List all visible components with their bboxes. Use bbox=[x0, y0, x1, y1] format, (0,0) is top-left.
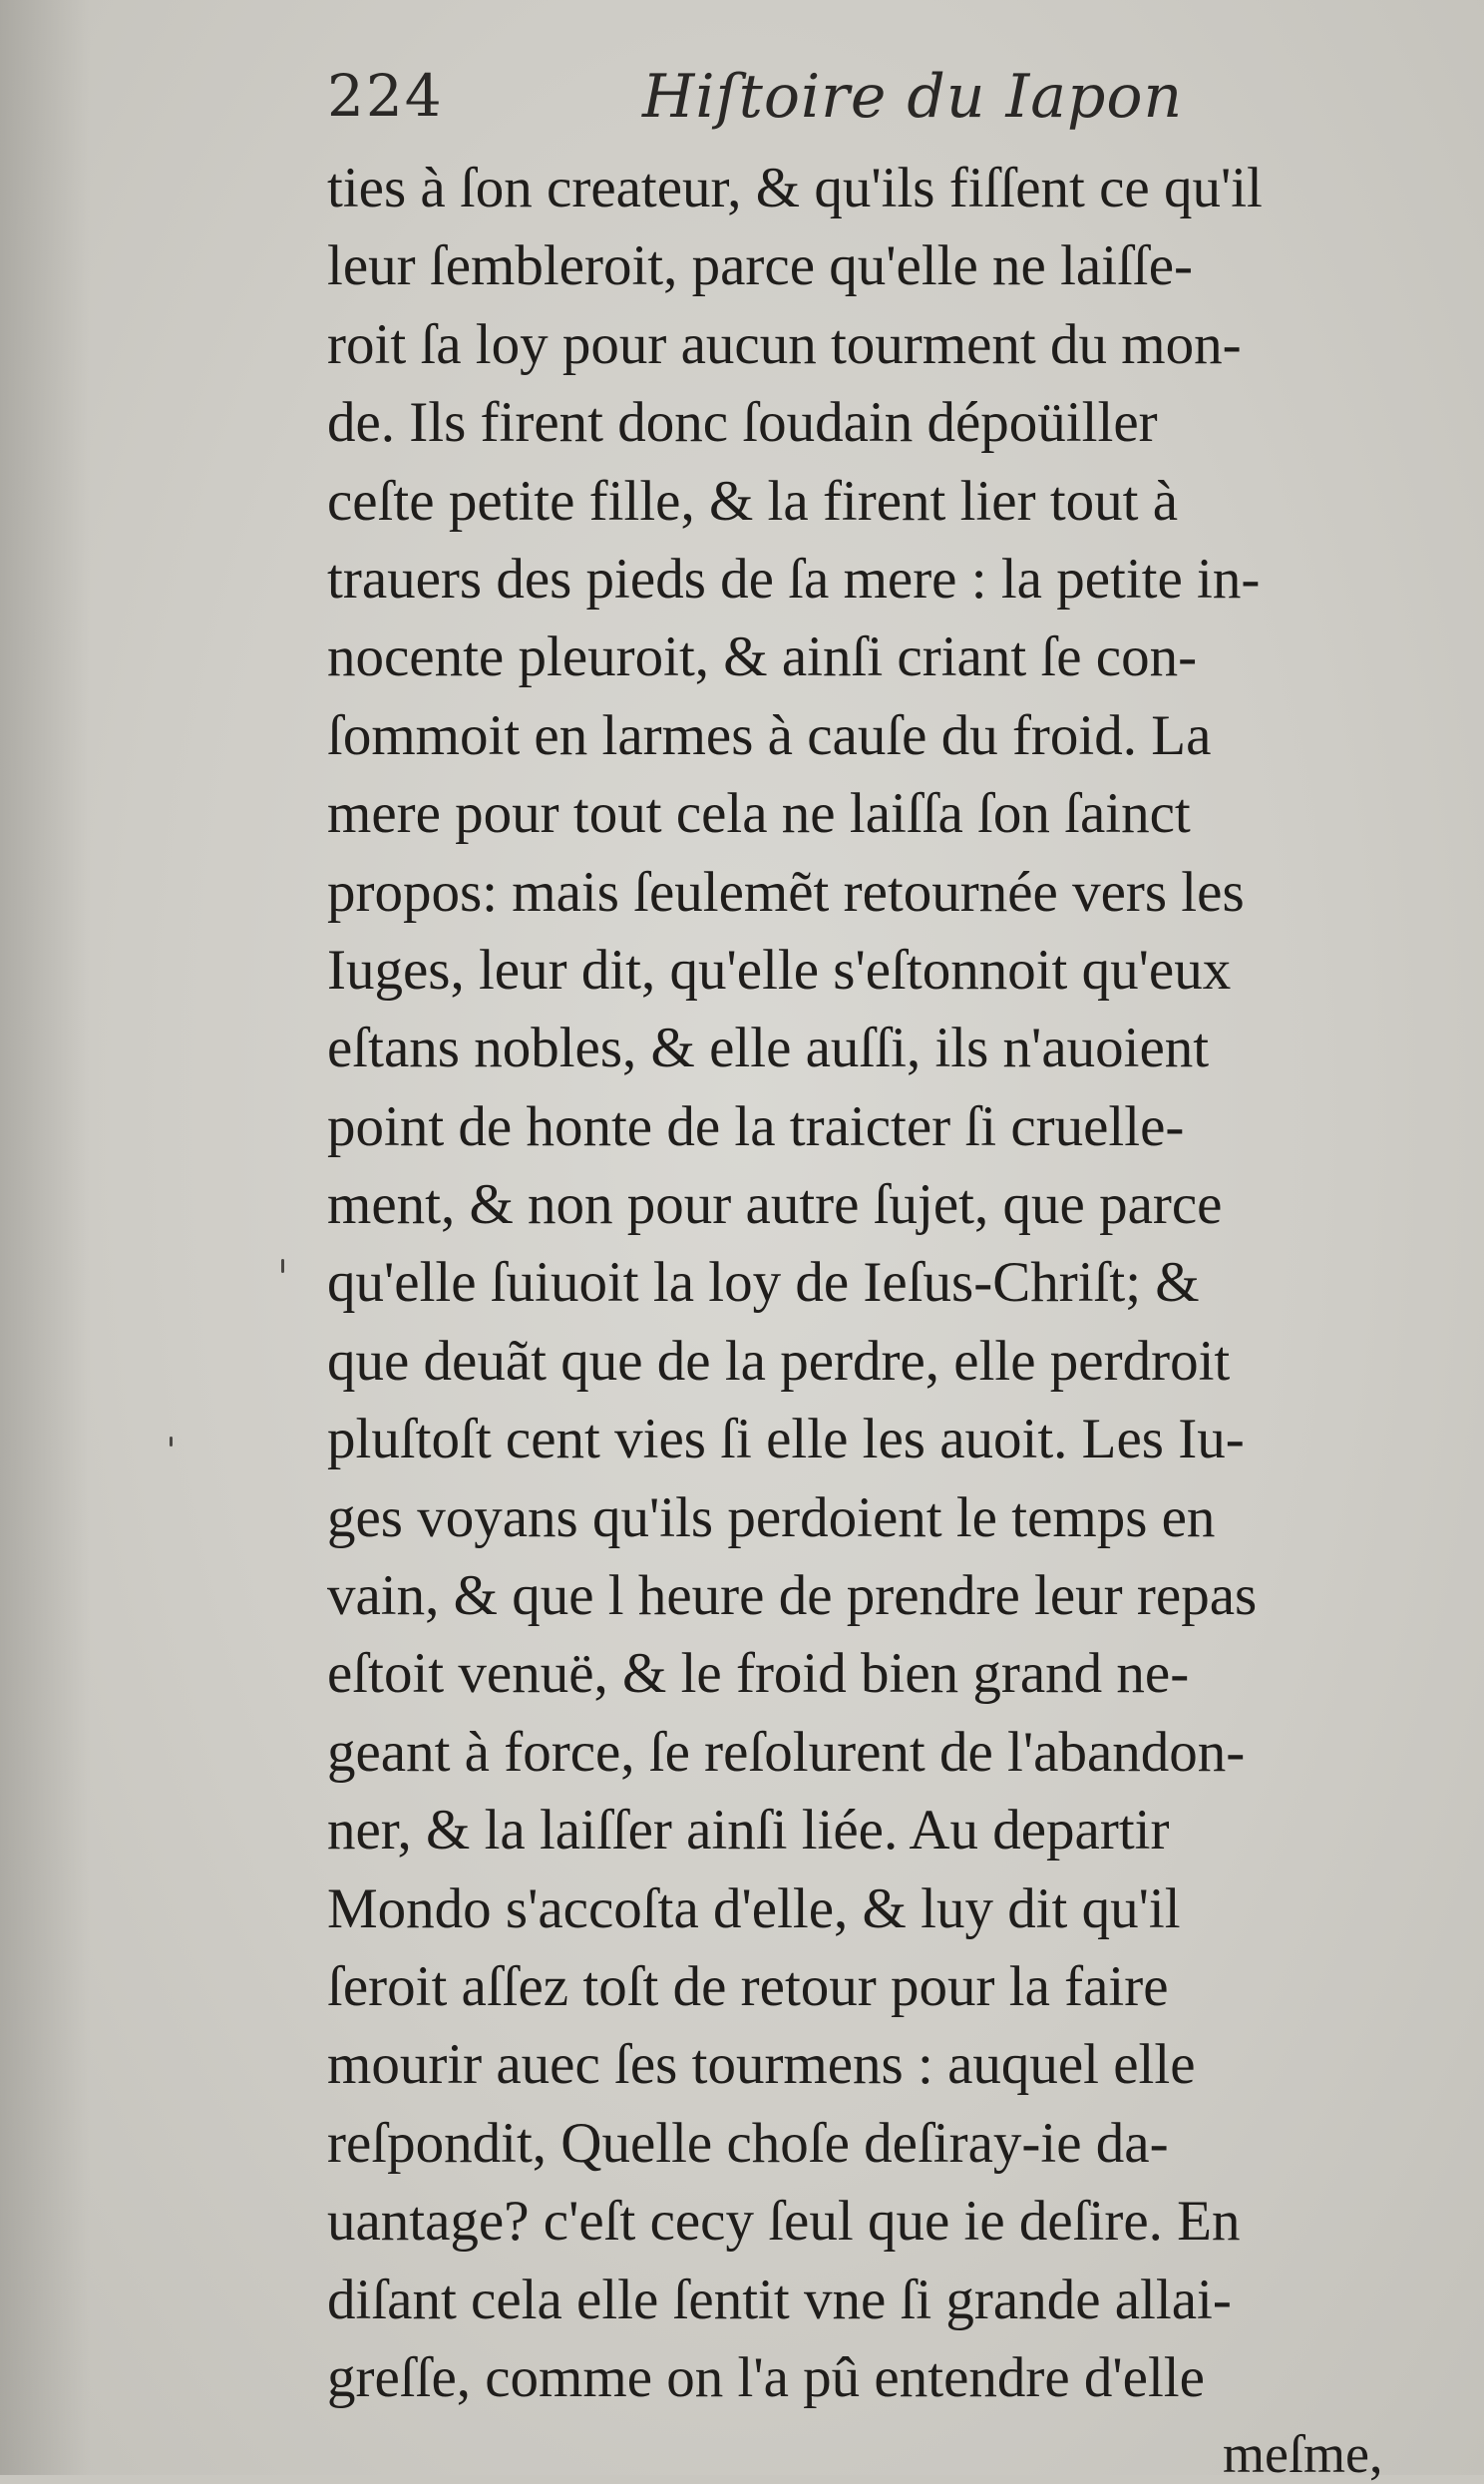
page-gutter-shadow bbox=[0, 0, 90, 2475]
text-line: roit ſa loy pour aucun tourment du mon- bbox=[327, 312, 1242, 376]
text-line: trauers des pieds de ſa mere : la petite in- bbox=[327, 547, 1261, 611]
text-line: ſeroit aſſez toſt de retour pour la faire bbox=[327, 1954, 1169, 2018]
body-text bbox=[327, 150, 1444, 2417]
text-line: greſſe, comme on l'a pû entendre d'elle bbox=[327, 2345, 1205, 2409]
text-line: ment, & non pour autre ſujet, que parce bbox=[327, 1173, 1223, 1237]
running-title: Hiſtoire du Iapon bbox=[642, 62, 1184, 132]
text-line: eſtoit venuë, & le froid bien grand ne- bbox=[327, 1642, 1190, 1706]
ink-speck bbox=[281, 1259, 284, 1273]
text-line: ner, & la laiſſer ainſi liée. Au departir bbox=[327, 1799, 1170, 1863]
text-line: Mondo s'accoſta d'elle, & luy dit qu'il bbox=[327, 1876, 1181, 1940]
ink-speck bbox=[170, 1437, 173, 1447]
text-line: point de honte de la traicter ſi cruelle- bbox=[327, 1094, 1185, 1158]
text-line: Iuges, leur dit, qu'elle s'eſtonnoit qu'eux bbox=[327, 938, 1232, 1002]
text-line: mere pour tout cela ne laiſſa ſon ſainct bbox=[327, 782, 1191, 846]
text-line: diſant cela elle ſentit vne ſi grande allai- bbox=[327, 2268, 1232, 2331]
text-line: pluſtoſt cent vies ſi elle les auoit. Les Iu- bbox=[327, 1408, 1245, 1471]
text-line: ties à ſon createur, & qu'ils fiſſent ce qu'il bbox=[327, 157, 1263, 219]
catchword: meſme, bbox=[1223, 2424, 1383, 2484]
text-line: uantage? c'eſt cecy ſeul que ie deſire. En bbox=[327, 2190, 1241, 2254]
text-line: que deuãt que de la perdre, elle perdroit bbox=[327, 1329, 1231, 1393]
text-line: propos: mais ſeulemẽt retournée vers les bbox=[327, 860, 1245, 924]
text-line: de. Ils firent donc ſoudain dépoüiller bbox=[327, 391, 1158, 455]
text-line: mourir auec ſes tourmens : auquel elle bbox=[327, 2033, 1196, 2097]
text-line: leur ſembleroit, parce qu'elle ne laiſſe- bbox=[327, 234, 1194, 298]
text-line: eſtans nobles, & elle auſſi, ils n'auoient bbox=[327, 1017, 1210, 1080]
text-line: ceſte petite fille, & la firent lier tout à bbox=[327, 469, 1179, 533]
text-line: geant à force, ſe reſolurent de l'abandon- bbox=[327, 1720, 1246, 1784]
text-line: nocente pleuroit, & ainſi criant ſe con- bbox=[327, 625, 1198, 689]
page-header bbox=[327, 62, 1225, 142]
text-line: qu'elle ſuiuoit la loy de Ieſus-Chriſt; & bbox=[327, 1251, 1200, 1315]
text-line: reſpondit, Quelle choſe deſiray-ie da- bbox=[327, 2111, 1169, 2175]
page-number: 224 bbox=[327, 62, 444, 130]
text-line: vain, & que l heure de prendre leur repas bbox=[327, 1564, 1258, 1628]
text-line: ſommoit en larmes à cauſe du froid. La bbox=[327, 703, 1212, 767]
text-line: ges voyans qu'ils perdoient le temps en bbox=[327, 1485, 1216, 1549]
